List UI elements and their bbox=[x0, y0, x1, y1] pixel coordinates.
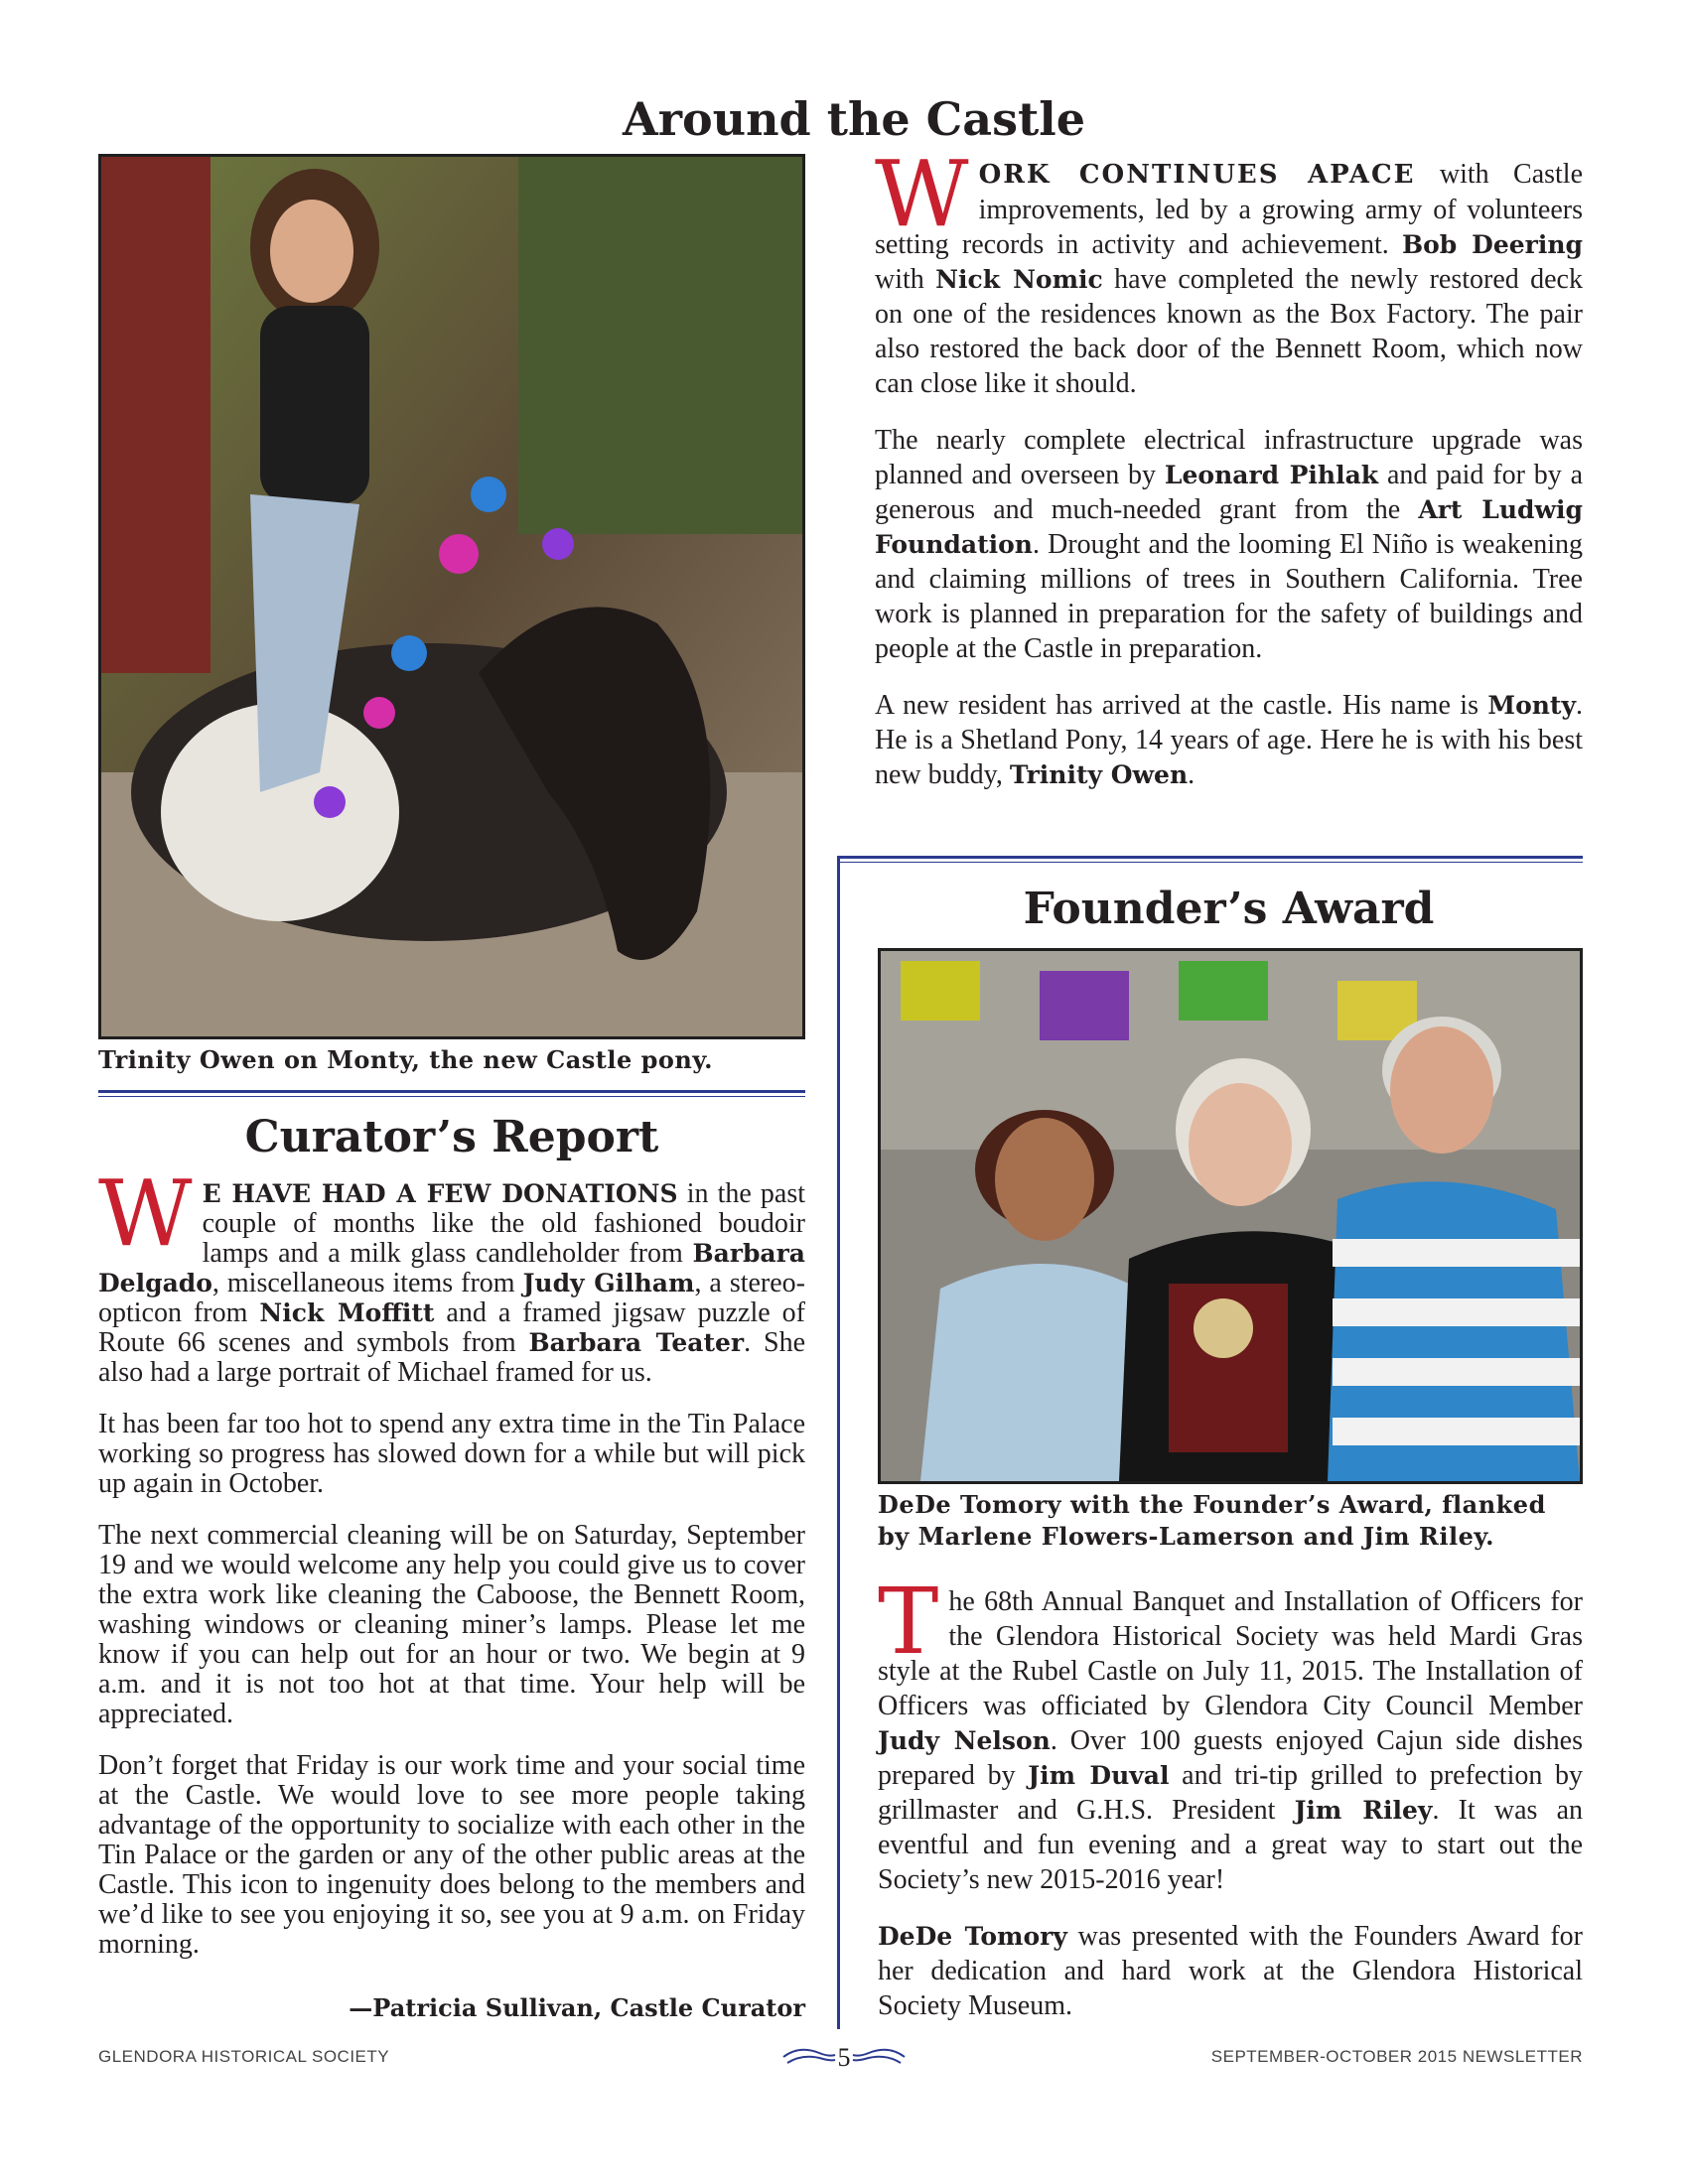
right-section-rule bbox=[837, 856, 1583, 863]
curator-paragraph-4: Don’t forget that Friday is our work time and your social time at the Castle. We would love to see more people taking advantage of the opportunity to socialize with each other in the Tin Palace or the garden or any of the other public areas at the Castle. This icon to ingenuity does belong to the members and we’d like to see you enjoying it so, see you at 9 a.m. on Friday morning. bbox=[98, 1750, 805, 1960]
name-judy-gilham: Judy Gilham bbox=[522, 1269, 695, 1297]
name-trinity-owen: Trinity Owen bbox=[1009, 760, 1189, 789]
around-paragraph-2 bbox=[875, 423, 1583, 666]
left-section-rule bbox=[98, 1090, 805, 1097]
name-leonard-pihlak: Leonard Pihlak bbox=[1164, 461, 1379, 489]
founders-award-heading: Founder’s Award bbox=[1023, 884, 1435, 934]
name-dede-tomory: DeDe Tomory bbox=[878, 1922, 1067, 1951]
founders-award-photo bbox=[878, 948, 1583, 1484]
around-text: . bbox=[1188, 759, 1196, 790]
around-text: and paid for by a generous and much-needed grant from the bbox=[875, 460, 1583, 525]
footer-issue-date: SEPTEMBER-OCTOBER 2015 NEWSLETTER bbox=[1210, 2047, 1583, 2066]
around-text: The nearly complete electrical infrastructure upgrade was planned and overseen by bbox=[875, 425, 1583, 490]
curator-signature: —Patricia Sullivan, Castle Curator bbox=[349, 1993, 805, 2022]
name-nick-nomic: Nick Nomic bbox=[935, 265, 1103, 294]
around-paragraph-1 bbox=[875, 141, 1584, 401]
name-bob-deering: Bob Deering bbox=[1401, 230, 1583, 259]
around-text: have completed the newly restored deck on one of the residences known as the Box Factory. The pair also restored the back door of the Bennett Room, which now can close like it should. bbox=[875, 264, 1583, 399]
curator-paragraph-3: The next commercial cleaning will be on Saturday, September 19 and we would welcome any help you could give us to cover the extra work like cleaning the Caboose, the Bennett Room, washing windows or cleaning miner’s lamps. Please let me know if you can help out for an hour or two. We begin at 9 a.m. and it is not too hot at that time. Your help will be appreciated. bbox=[98, 1520, 805, 1729]
around-paragraph-3 bbox=[875, 688, 1583, 792]
founders-paragraph-2 bbox=[878, 1919, 1583, 2023]
curator-paragraph-2: It has been far too hot to spend any extra time in the Tin Palace working so progress has slowed down for a while but will pick up again in October. bbox=[98, 1409, 805, 1499]
right-column-vertical-rule bbox=[837, 856, 840, 2029]
founders-text: . It was an eventful and fun evening and a great way to start out the Society’s new 2015-2016 year! bbox=[878, 1795, 1584, 1895]
around-text: A new resident has arrived at the castle. His name is bbox=[875, 690, 1488, 721]
curator-text: and a framed jigsaw puzzle of Route 66 scenes and symbols from bbox=[98, 1297, 805, 1358]
founders-drop-cap: T bbox=[878, 1569, 939, 1675]
footer-page-number: 5 bbox=[837, 2043, 851, 2072]
curator-text: in the past couple of months like the old fashioned boudoir lamps and a milk glass candleholder from bbox=[202, 1178, 805, 1269]
name-nick-moffitt: Nick Moffitt bbox=[259, 1298, 435, 1327]
founders-paragraph-1 bbox=[878, 1569, 1584, 1897]
footer-page-ornament bbox=[779, 2041, 909, 2073]
curator-text: , a stereo-opticon from bbox=[98, 1268, 806, 1328]
founders-text: was presented with the Founders Award for her dedication and hard work at the Glendora Historical Society Museum. bbox=[878, 1921, 1583, 2021]
founders-award-photo-caption: DeDe Tomory with the Founder’s Award, flanked by Marlene Flowers-Lamerson and Jim Riley. bbox=[878, 1490, 1546, 1551]
curators-report-article bbox=[98, 1160, 806, 1981]
around-the-castle-heading: Around the Castle bbox=[623, 92, 1085, 146]
name-art-ludwig-foundation: Art Ludwig Foundation bbox=[875, 495, 1584, 559]
name-judy-nelson: Judy Nelson bbox=[878, 1726, 1051, 1755]
pony-photo-image bbox=[101, 157, 802, 1036]
founders-text: . Over 100 guests enjoyed Cajun side dishes prepared by bbox=[878, 1725, 1583, 1791]
founders-text: and tri-tip grilled to prefection by grillmaster and G.H.S. President bbox=[878, 1760, 1584, 1826]
name-jim-riley: Jim Riley bbox=[1294, 1796, 1433, 1825]
around-text: with bbox=[875, 264, 936, 295]
curator-text: . She also had a large portrait of Michael framed for us. bbox=[98, 1327, 805, 1388]
name-jim-duval: Jim Duval bbox=[1028, 1761, 1170, 1790]
founders-award-photo-image bbox=[881, 951, 1580, 1481]
pony-photo-caption: Trinity Owen on Monty, the new Castle pony. bbox=[98, 1045, 713, 1074]
name-monty: Monty bbox=[1487, 691, 1576, 720]
around-the-castle-article bbox=[875, 141, 1584, 814]
founders-award-article bbox=[878, 1569, 1584, 2045]
curator-drop-cap: W bbox=[98, 1160, 193, 1267]
curators-report-heading: Curator’s Report bbox=[244, 1112, 659, 1162]
curator-text: , miscellaneous items from bbox=[211, 1268, 523, 1298]
founders-text: he 68th Annual Banquet and Installation of Officers for the Glendora Historical Society was held Mardi Gras style at the Rubel Castle on July 11, 2015. The Installation of Officers was officiated by Glendora City Council Member bbox=[878, 1586, 1583, 1721]
around-text: . Drought and the looming El Niño is weakening and claiming millions of trees in Southern California. Tree work is planned in preparation for the safety of buildings and people at the Castle in preparation. bbox=[875, 529, 1583, 664]
curator-lead-in: E HAVE HAD A FEW DONATIONS bbox=[202, 1179, 678, 1208]
around-text: . He is a Shetland Pony, 14 years of age. Here he is with his best new buddy, bbox=[875, 690, 1583, 790]
curator-paragraph-1 bbox=[98, 1160, 806, 1388]
pony-photo bbox=[98, 154, 805, 1039]
footer-society-name: GLENDORA HISTORICAL SOCIETY bbox=[98, 2047, 390, 2066]
around-lead-in: ORK CONTINUES APACE bbox=[978, 160, 1416, 190]
around-text: with Castle improvements, led by a growing army of volunteers setting records in activity and achievement. bbox=[875, 159, 1584, 260]
name-barbara-delgado: Barbara Delgado bbox=[98, 1239, 805, 1297]
around-drop-cap: W bbox=[875, 141, 969, 247]
name-barbara-teater: Barbara Teater bbox=[528, 1328, 745, 1357]
